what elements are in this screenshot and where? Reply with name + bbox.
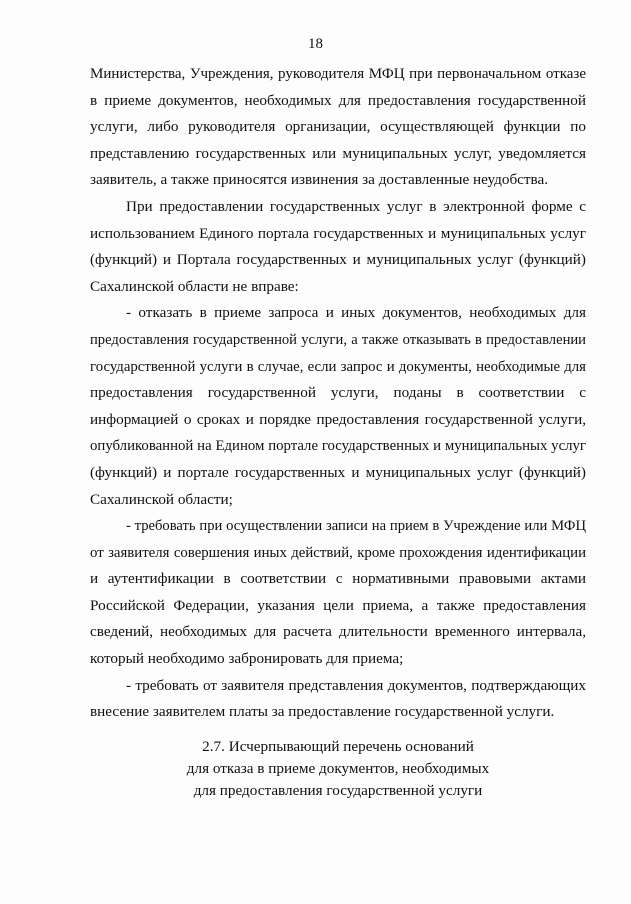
section-heading-line: 2.7. Исчерпывающий перечень оснований [202, 738, 474, 755]
text-line: - отказать в приеме запроса и иных документов, необходимых для [126, 304, 586, 322]
paragraph-2 [90, 194, 586, 300]
text-line: услуги, либо руководителя организации, осуществляющей функции по [90, 118, 586, 136]
section-heading-line: для предоставления государственной услуги [193, 782, 483, 799]
paragraph-5 [90, 673, 586, 726]
text-line: представлению государственных или муниципальных услуг, уведомляется [90, 144, 586, 162]
text-line: предоставления государственной услуги, поданы в соответствии с [90, 384, 586, 402]
text-line: опубликованной на Едином портале государственных и муниципальных услуг [90, 438, 586, 455]
text-line: - требовать при осуществлении записи на прием в Учреждение или МФЦ [126, 518, 586, 535]
text-line: Российской Федерации, указания цели приема, а также предоставления [90, 596, 586, 614]
text-line: использованием Единого портала государственных и муниципальных услуг [90, 224, 586, 242]
text-line: который необходимо забронировать для приема; [90, 650, 404, 668]
text-line: заявитель, а также приносятся извинения за доставленные неудобства. [90, 171, 549, 189]
text-line: (функций) и портале государственных и муниципальных услуг (функций) [90, 463, 586, 481]
page-number: 18 [308, 36, 323, 52]
text-line: (функций) и Портала государственных и муниципальных услуг (функций) [90, 251, 586, 269]
paragraph-1 [90, 61, 586, 194]
text-line: Министерства, Учреждения, руководителя МФЦ при первоначальном отказе [90, 66, 586, 82]
text-line: Сахалинской области; [90, 490, 233, 508]
section-heading-line: для отказа в приеме документов, необходимых [186, 760, 490, 777]
paragraph-3 [90, 300, 586, 513]
text-line: и аутентификации в соответствии с нормативными правовыми актами [90, 570, 586, 588]
paragraph-4 [90, 513, 586, 673]
text-line: государственной услуги в случае, если запрос и документы, необходимые для [90, 358, 586, 375]
text-line: внесение заявителем платы за предоставление государственной услуги. [90, 703, 555, 721]
text-line: При предоставлении государственных услуг в электронной форме с [126, 197, 586, 215]
text-line: сведений, необходимых для расчета длительности временного интервала, [90, 623, 586, 641]
document-body [90, 61, 586, 726]
text-line: Сахалинской области не вправе: [90, 277, 299, 295]
text-line: - требовать от заявителя представления документов, подтверждающих [126, 676, 586, 694]
text-line: в приеме документов, необходимых для предоставления государственной [90, 91, 586, 109]
text-line: от заявителя совершения иных действий, кроме прохождения идентификации [90, 544, 586, 561]
text-line: информацией о сроках и порядке предоставления государственной услуги, [90, 410, 586, 428]
text-line: предоставления государственной услуги, а также отказывать в предоставлении [90, 331, 586, 348]
section-heading [90, 736, 586, 802]
